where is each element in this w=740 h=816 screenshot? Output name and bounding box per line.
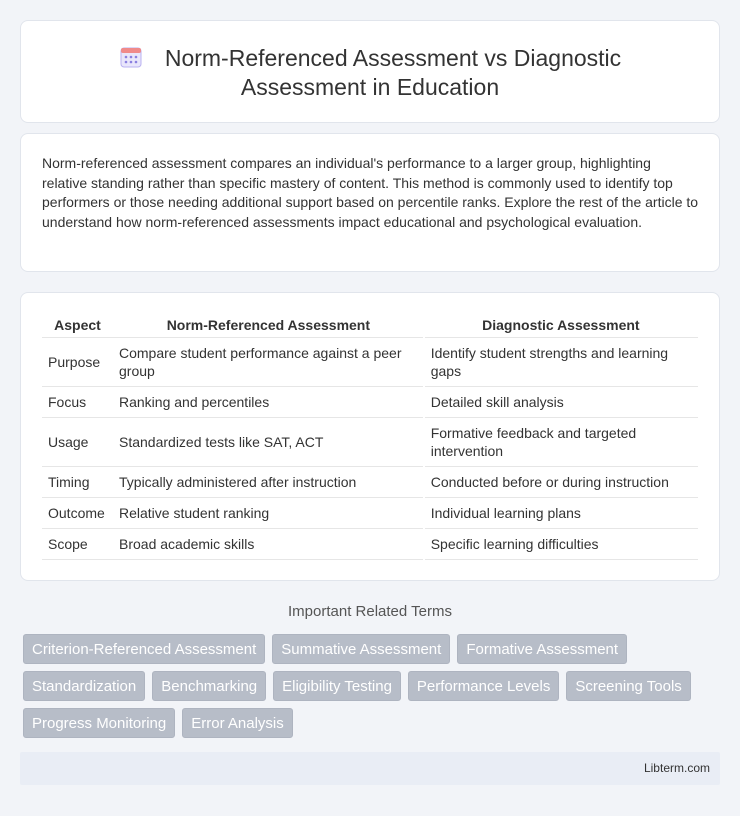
- header-diagnostic: Diagnostic Assessment: [424, 317, 698, 338]
- table-row: [42, 498, 698, 529]
- title-card: [20, 20, 720, 123]
- row-aspect: Focus: [42, 387, 113, 418]
- tag-progress-monitoring[interactable]: Progress Monitoring: [23, 708, 175, 738]
- related-terms-list: [23, 634, 723, 745]
- intro-paragraph: Norm-referenced assessment compares an individual's performance to a larger group, highlighting relative standing rather than specific mastery of content. This method is commonly used to identify top performers or those needing additional support based on percentile ranks. Explore the rest of the article to understand how norm-referenced assessments impact educational and psychological evaluation.: [42, 155, 699, 230]
- calendar-icon: [119, 45, 143, 69]
- table-header-row: [42, 317, 698, 338]
- tag-error-analysis[interactable]: Error Analysis: [182, 708, 293, 738]
- title-line-2: Assessment in Education: [240, 74, 500, 100]
- header-aspect: Aspect: [42, 317, 113, 338]
- tag-screening-tools[interactable]: Screening Tools: [566, 671, 690, 701]
- table-row: [42, 338, 698, 387]
- row-aspect: Scope: [42, 529, 113, 560]
- table-row: [42, 529, 698, 560]
- row-norm-value: Broad academic skills: [113, 529, 424, 560]
- footer-site-link[interactable]: Libterm.com: [643, 761, 710, 775]
- table-row: [42, 418, 698, 467]
- footer: [20, 752, 720, 785]
- row-aspect: Outcome: [42, 498, 113, 529]
- row-aspect: Usage: [42, 418, 113, 467]
- tag-formative-assessment[interactable]: Formative Assessment: [457, 634, 627, 664]
- row-diagnostic-value: Detailed skill analysis: [424, 387, 698, 418]
- table-row: [42, 387, 698, 418]
- tag-performance-levels[interactable]: Performance Levels: [408, 671, 559, 701]
- row-norm-value: Relative student ranking: [113, 498, 424, 529]
- row-diagnostic-value: Individual learning plans: [424, 498, 698, 529]
- intro-card: [20, 133, 720, 272]
- tag-eligibility-testing[interactable]: Eligibility Testing: [273, 671, 401, 701]
- row-diagnostic-value: Identify student strengths and learning gaps: [424, 338, 698, 387]
- row-norm-value: Ranking and percentiles: [113, 387, 424, 418]
- tag-criterion-referenced-assessment[interactable]: Criterion-Referenced Assessment: [23, 634, 265, 664]
- page-title: [21, 44, 719, 102]
- row-diagnostic-value: Formative feedback and targeted intervention: [424, 418, 698, 467]
- header-norm-referenced: Norm-Referenced Assessment: [113, 317, 424, 338]
- row-norm-value: Typically administered after instruction: [113, 467, 424, 498]
- comparison-table: [42, 317, 698, 560]
- title-line-1: Norm-Referenced Assessment vs Diagnostic: [164, 45, 622, 71]
- table-row: [42, 467, 698, 498]
- comparison-card: [20, 292, 720, 581]
- row-diagnostic-value: Conducted before or during instruction: [424, 467, 698, 498]
- row-aspect: Purpose: [42, 338, 113, 387]
- row-norm-value: Standardized tests like SAT, ACT: [113, 418, 424, 467]
- row-diagnostic-value: Specific learning difficulties: [424, 529, 698, 560]
- tag-summative-assessment[interactable]: Summative Assessment: [272, 634, 450, 664]
- tag-benchmarking[interactable]: Benchmarking: [152, 671, 266, 701]
- related-terms-title: Important Related Terms: [288, 603, 452, 620]
- row-norm-value: Compare student performance against a peer group: [113, 338, 424, 387]
- tag-standardization[interactable]: Standardization: [23, 671, 145, 701]
- row-aspect: Timing: [42, 467, 113, 498]
